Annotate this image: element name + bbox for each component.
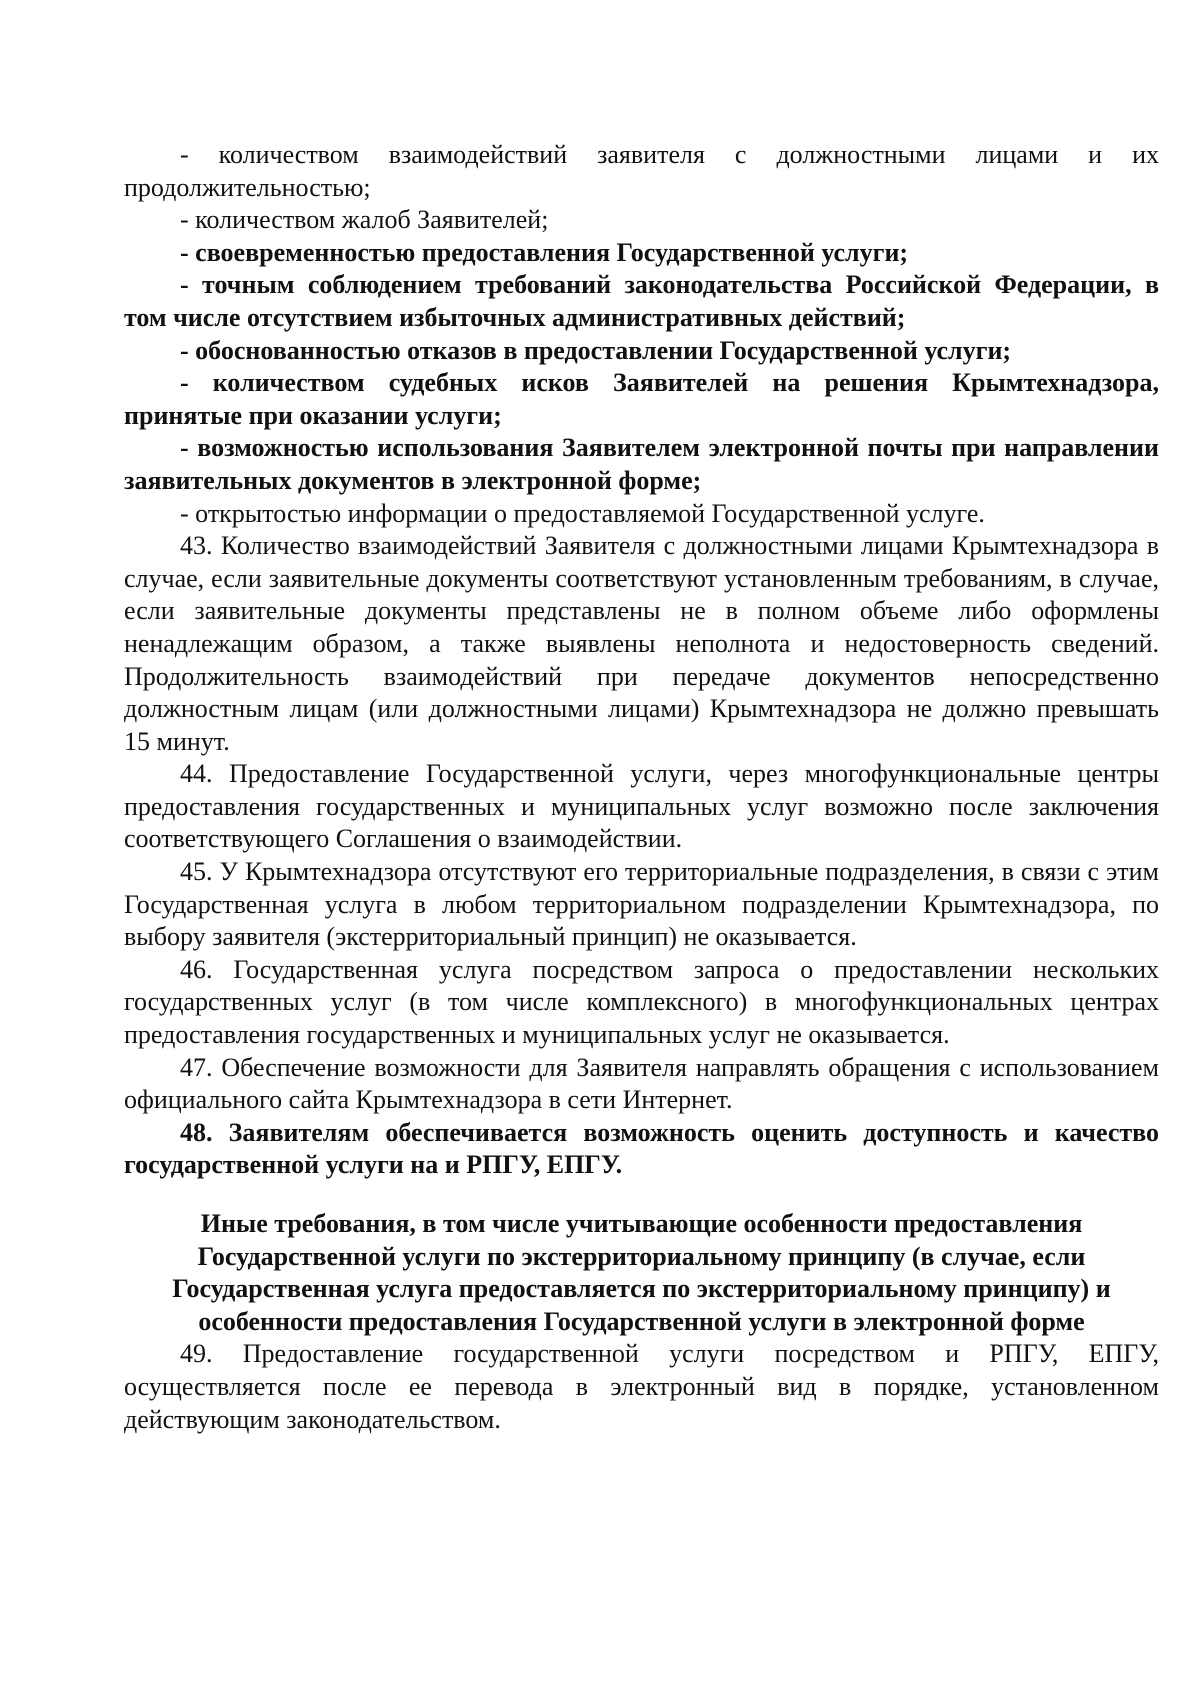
paragraph-43: 43. Количество взаимодействий Заявителя с должностными лицами Крымтехнадзора в случае, если заявительные документы соответствуют установленным требованиям, в случае, если заявительные документы представлены не в полном объеме либо оформлены ненадлежащим образом, а также выявлены неполнота и недостоверность сведений. Продолжительность взаимодействий при передаче документов непосредственно должностным лицам (или должностными лицами) Крымтехнадзора не должно превышать 15 минут. [124,531,1159,756]
paragraph-44: 44. Предоставление Государственной услуги, через многофункциональные центры предоставления государственных и муниципальных услуг возможно после заключения соответствующего Соглашения о взаимодействии. [124,759,1159,854]
bullet-lawsuits-count: - количеством судебных исков Заявителей на решения Крымтехнадзора, принятые при оказании услуги; [124,368,1159,430]
section-heading-line-3: Государственная услуга предоставляется по экстерриториальному принципу) и [172,1274,1111,1304]
bullet-information-openness: - открытостью информации о предоставляемой Государственной услуге. [180,498,985,528]
section-heading-line-2: Государственной услуги по экстерриториальному принципу (в случае, если [197,1241,1086,1271]
bullet-legal-compliance: - точным соблюдением требований законодательства Российской Федерации, в том числе отсутствием избыточных административных действий; [124,270,1159,332]
paragraph-47: 47. Обеспечение возможности для Заявителя направлять обращения с использованием официального сайта Крымтехнадзора в сети Интернет. [124,1052,1159,1115]
bullet-refusal-justification: - обоснованностью отказов в предоставлении Государственной услуги; [180,335,1012,365]
section-heading [124,1208,1159,1338]
bullet-timeliness: - своевременностью предоставления Государственной услуги; [180,237,909,267]
paragraph-48: 48. Заявителям обеспечивается возможность оценить доступность и качество государственной услуги на и РПГУ, ЕПГУ. [124,1117,1159,1180]
bullet-complaints-count: - количеством жалоб Заявителей; [180,205,549,235]
paragraph-49: 49. Предоставление государственной услуги посредством и РПГУ, ЕПГУ, осуществляется после ее перевода в электронный вид в порядке, установленном действующим законодательством. [124,1339,1159,1434]
bullet-interactions-count: - количеством взаимодействий заявителя с должностными лицами и их продолжительностью; [124,140,1159,202]
section-heading-line-1: Иные требования, в том числе учитывающие особенности предоставления [200,1209,1083,1238]
paragraph-45: 45. У Крымтехнадзора отсутствуют его территориальные подразделения, в связи с этим Государственная услуга в любом территориальном подразделении Крымтехнадзора, по выбору заявителя (экстерриториальный принцип) не оказывается. [124,857,1159,952]
paragraph-46: 46. Государственная услуга посредством запроса о предоставлении нескольких государственных услуг (в том числе комплексного) в многофункциональных центрах предоставления государственных и муниципальных услуг не оказывается. [124,954,1159,1050]
section-heading-line-4: особенности предоставления Государственной услуги в электронной форме [198,1306,1085,1336]
document-page [124,139,1159,1436]
bullet-email-usage: - возможностью использования Заявителем электронной почты при направлении заявительных документов в электронной форме; [124,433,1159,495]
